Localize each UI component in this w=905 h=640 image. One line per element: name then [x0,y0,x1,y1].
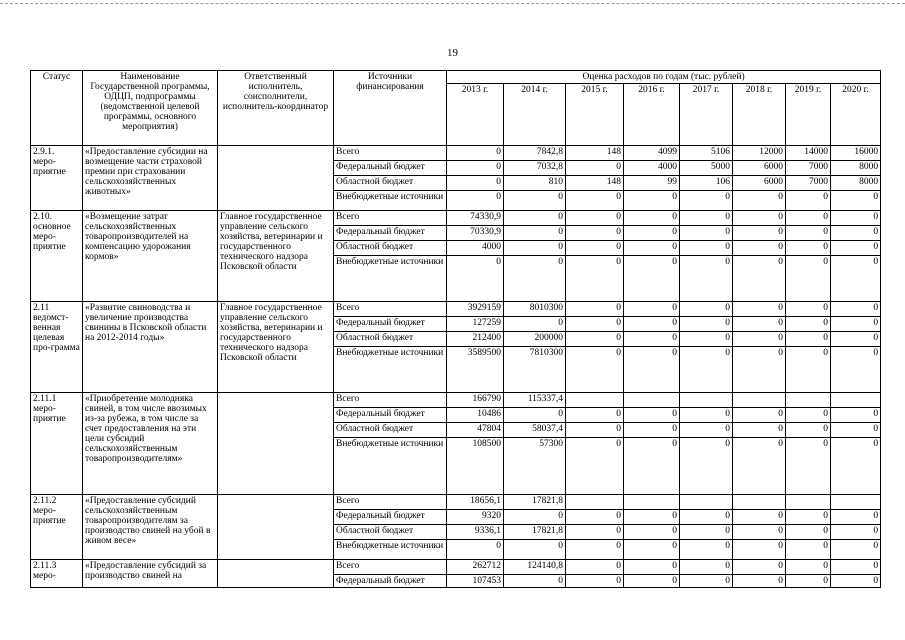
status-cell [31,146,83,211]
year-value-cell: 0 [624,241,680,256]
header-year: 2014 г. [504,84,566,146]
funding-source-cell: Внебюджетные источники [334,256,447,302]
year-value-cell: 18656,1 [447,495,504,510]
funding-source-cell: Внебюджетные источники [334,540,447,560]
year-value-cell: 0 [624,211,680,226]
year-value-cell: 0 [831,226,881,241]
year-value-cell: 3589500 [447,347,504,393]
funding-source-cell: Федеральный бюджет [334,408,447,423]
responsible-cell: Главное государственное управление сельского хозяйства, ветеринарии и государственного технического надзора Псковской области [218,302,334,393]
year-value-cell: 0 [680,256,733,302]
year-value-cell: 0 [831,302,881,317]
year-value-cell: 0 [566,347,624,393]
year-value-cell: 10486 [447,408,504,423]
year-value-cell: 0 [733,423,786,438]
year-value-cell [733,393,786,408]
year-value-cell: 0 [566,211,624,226]
header-year: 2016 г. [624,84,680,146]
page-number: 19 [447,47,458,59]
year-value-cell: 8000 [831,176,881,191]
year-value-cell: 58037,4 [504,423,566,438]
year-value-cell: 0 [624,332,680,347]
year-value-cell: 0 [566,191,624,211]
year-value-cell [786,393,831,408]
year-value-cell: 0 [786,575,831,588]
status-code: 2.11.2 [33,496,57,506]
year-value-cell: 0 [680,423,733,438]
funding-source-cell: Всего [334,211,447,226]
year-value-cell [680,393,733,408]
year-value-cell: 0 [831,256,881,302]
header-responsible: Ответственный исполнитель, соисполнители, исполнитель-координатор [218,71,334,146]
year-value-cell: 0 [624,423,680,438]
year-value-cell [831,495,881,510]
year-value-cell [680,495,733,510]
year-value-cell: 0 [733,408,786,423]
year-value-cell: 0 [447,176,504,191]
year-value-cell: 0 [504,575,566,588]
year-value-cell: 115337,4 [504,393,566,408]
year-value-cell: 0 [504,191,566,211]
year-value-cell [786,495,831,510]
year-value-cell: 0 [733,332,786,347]
year-value-cell: 0 [786,347,831,393]
year-value-cell: 0 [831,560,881,575]
responsible-cell [218,146,334,211]
year-value-cell: 0 [624,256,680,302]
year-value-cell: 57300 [504,438,566,495]
year-value-cell: 0 [566,317,624,332]
year-value-cell: 4000 [624,161,680,176]
year-value-cell: 0 [566,241,624,256]
year-value-cell: 0 [786,525,831,540]
year-value-cell: 0 [680,191,733,211]
funding-source-cell: Областной бюджет [334,423,447,438]
responsible-cell [218,393,334,495]
responsible-cell [218,495,334,560]
year-value-cell: 0 [786,317,831,332]
year-value-cell: 0 [566,226,624,241]
year-value-cell: 0 [447,191,504,211]
year-value-cell: 148 [566,146,624,161]
year-value-cell: 0 [566,256,624,302]
funding-source-cell: Всего [334,302,447,317]
year-value-cell: 0 [786,302,831,317]
year-value-cell: 0 [831,347,881,393]
year-value-cell: 0 [733,302,786,317]
funding-source-cell: Федеральный бюджет [334,510,447,525]
year-value-cell: 0 [733,510,786,525]
year-value-cell: 3929159 [447,302,504,317]
status-type: меро-приятие [33,506,66,526]
status-type: основное меро-приятие [33,222,71,252]
year-value-cell: 7032,8 [504,161,566,176]
year-value-cell: 0 [831,317,881,332]
program-name-cell: «Предоставление субсидий сельскохозяйственным товаропроизводителям за производство свиней на убой в живом весе» [83,495,218,560]
year-value-cell: 0 [566,540,624,560]
program-name-cell: «Развитие свиноводства и увеличение производства свинины в Псковской области на 2012-2014 годы» [83,302,218,393]
status-type: меро-приятие [33,404,66,424]
year-value-cell: 0 [786,408,831,423]
funding-source-cell: Внебюджетные источники [334,191,447,211]
year-value-cell: 200000 [504,332,566,347]
status-type: меро-приятие [33,157,66,177]
year-value-cell: 14000 [786,146,831,161]
year-value-cell: 0 [786,510,831,525]
year-value-cell: 8010300 [504,302,566,317]
year-value-cell: 17821,8 [504,495,566,510]
status-cell [31,560,83,588]
year-value-cell: 0 [566,560,624,575]
year-value-cell: 0 [447,540,504,560]
year-value-cell: 0 [831,191,881,211]
year-value-cell: 0 [733,226,786,241]
year-value-cell: 0 [680,211,733,226]
status-type: ведомст-венная целевая про-грамма [33,313,80,353]
year-value-cell: 0 [831,423,881,438]
year-value-cell: 0 [831,510,881,525]
year-value-cell: 4000 [447,241,504,256]
year-value-cell: 127259 [447,317,504,332]
year-value-cell: 0 [733,540,786,560]
funding-source-cell: Всего [334,146,447,161]
header-year: 2015 г. [566,84,624,146]
year-value-cell: 0 [831,408,881,423]
year-value-cell: 0 [566,302,624,317]
year-value-cell: 0 [566,161,624,176]
funding-source-cell: Федеральный бюджет [334,226,447,241]
year-value-cell: 0 [733,317,786,332]
expenditure-table [30,70,881,588]
year-value-cell: 0 [680,241,733,256]
year-value-cell: 0 [504,226,566,241]
program-name-cell: «Возмещение затрат сельскохозяйственных товаропроизводителей на компенсацию удорожания кормов» [83,211,218,302]
year-value-cell [624,495,680,510]
year-value-cell: 0 [831,575,881,588]
year-value-cell: 0 [680,302,733,317]
responsible-cell [218,560,334,588]
year-value-cell: 0 [624,226,680,241]
year-value-cell: 0 [624,575,680,588]
year-value-cell: 4099 [624,146,680,161]
year-value-cell: 0 [680,510,733,525]
year-value-cell: 0 [831,332,881,347]
year-value-cell: 0 [566,332,624,347]
year-value-cell: 0 [566,408,624,423]
year-value-cell: 0 [447,256,504,302]
year-value-cell: 0 [504,510,566,525]
year-value-cell: 0 [786,438,831,495]
year-value-cell: 0 [624,347,680,393]
funding-source-cell: Внебюджетные источники [334,347,447,393]
header-row-top [31,71,881,84]
year-value-cell: 0 [680,575,733,588]
year-value-cell: 0 [504,256,566,302]
year-value-cell: 0 [680,540,733,560]
year-value-cell: 6000 [733,176,786,191]
year-value-cell: 0 [624,540,680,560]
year-value-cell: 0 [831,525,881,540]
year-value-cell: 70330,9 [447,226,504,241]
year-value-cell: 12000 [733,146,786,161]
status-cell [31,393,83,495]
status-cell [31,495,83,560]
year-value-cell: 0 [733,438,786,495]
year-value-cell: 0 [733,191,786,211]
program-name-cell: «Предоставление субсидий за производство свиней на [83,560,218,588]
header-year: 2018 г. [733,84,786,146]
scan-top-edge [0,3,905,4]
year-value-cell: 148 [566,176,624,191]
year-value-cell: 0 [680,408,733,423]
year-value-cell: 0 [624,317,680,332]
header-year: 2019 г. [786,84,831,146]
status-code: 2.10. [33,212,52,222]
year-value-cell: 0 [831,211,881,226]
year-value-cell: 6000 [733,161,786,176]
year-value-cell: 0 [680,226,733,241]
year-value-cell: 74330,9 [447,211,504,226]
year-value-cell: 0 [786,560,831,575]
year-value-cell: 0 [786,211,831,226]
year-value-cell: 0 [733,241,786,256]
year-value-cell: 9320 [447,510,504,525]
header-year: 2013 г. [447,84,504,146]
year-value-cell: 0 [680,560,733,575]
year-value-cell: 0 [786,332,831,347]
funding-source-cell: Федеральный бюджет [334,161,447,176]
year-value-cell: 0 [680,317,733,332]
year-value-cell: 0 [786,423,831,438]
status-cell [31,211,83,302]
year-value-cell: 810 [504,176,566,191]
table-row [31,146,881,161]
year-value-cell: 0 [831,540,881,560]
header-year: 2020 г. [831,84,881,146]
table-body [31,146,881,588]
year-value-cell: 0 [733,525,786,540]
year-value-cell: 0 [504,408,566,423]
year-value-cell: 0 [680,332,733,347]
funding-source-cell: Всего [334,495,447,510]
status-code: 2.11 [33,303,50,313]
year-value-cell: 0 [504,211,566,226]
funding-source-cell: Областной бюджет [334,525,447,540]
year-value-cell: 0 [680,347,733,393]
year-value-cell: 0 [786,191,831,211]
year-value-cell: 166790 [447,393,504,408]
year-value-cell: 0 [624,191,680,211]
year-value-cell [831,393,881,408]
year-value-cell: 0 [447,161,504,176]
year-value-cell: 7842,8 [504,146,566,161]
table-row [31,211,881,226]
year-value-cell: 124140,8 [504,560,566,575]
year-value-cell [624,393,680,408]
year-value-cell: 0 [733,347,786,393]
funding-source-cell: Всего [334,560,447,575]
status-code: 2.11.1 [33,394,57,404]
year-value-cell: 47804 [447,423,504,438]
year-value-cell: 0 [733,211,786,226]
funding-source-cell: Областной бюджет [334,332,447,347]
table-row [31,302,881,317]
year-value-cell: 5000 [680,161,733,176]
year-value-cell: 0 [447,146,504,161]
year-value-cell: 0 [566,525,624,540]
year-value-cell: 0 [504,241,566,256]
year-value-cell [733,495,786,510]
year-value-cell: 0 [733,560,786,575]
responsible-cell: Главное государственное управление сельского хозяйства, ветеринарии и государственного технического надзора Псковской области [218,211,334,302]
funding-source-cell: Федеральный бюджет [334,317,447,332]
year-value-cell: 0 [786,256,831,302]
year-value-cell: 0 [680,438,733,495]
year-value-cell: 0 [786,226,831,241]
year-value-cell: 0 [504,540,566,560]
status-type: меро- [33,571,56,581]
header-sources: Источники финансирования [334,71,447,146]
year-value-cell: 0 [566,575,624,588]
year-value-cell: 9336,1 [447,525,504,540]
year-value-cell: 0 [566,438,624,495]
funding-source-cell: Всего [334,393,447,408]
table-row [31,393,881,408]
year-value-cell: 0 [733,256,786,302]
year-value-cell: 0 [831,438,881,495]
year-value-cell: 0 [680,525,733,540]
year-value-cell: 106 [680,176,733,191]
year-value-cell: 99 [624,176,680,191]
year-value-cell: 0 [786,540,831,560]
funding-source-cell: Областной бюджет [334,241,447,256]
program-name-cell: «Приобретение молодняка свиней, в том числе ввозимых из-за рубежа, в том числе за счет предоставления на эти цели субсидий сельскохозяйственным товаропроизводителям» [83,393,218,495]
year-value-cell: 0 [624,525,680,540]
year-value-cell: 0 [566,423,624,438]
year-value-cell: 262712 [447,560,504,575]
status-code: 2.9.1. [33,147,55,157]
year-value-cell: 0 [566,510,624,525]
year-value-cell: 0 [624,302,680,317]
year-value-cell: 0 [624,560,680,575]
funding-source-cell: Внебюджетные источники [334,438,447,495]
year-value-cell: 8000 [831,161,881,176]
year-value-cell: 212400 [447,332,504,347]
year-value-cell: 0 [733,575,786,588]
year-value-cell: 107453 [447,575,504,588]
year-value-cell: 108500 [447,438,504,495]
year-value-cell: 17821,8 [504,525,566,540]
header-year: 2017 г. [680,84,733,146]
year-value-cell: 5106 [680,146,733,161]
year-value-cell: 7000 [786,176,831,191]
year-value-cell: 0 [786,241,831,256]
year-value-cell: 0 [831,241,881,256]
year-value-cell: 0 [624,408,680,423]
year-value-cell: 0 [504,317,566,332]
funding-source-cell: Федеральный бюджет [334,575,447,588]
header-name: Наименование Государственной программы, ОДЦП, подпрограммы (ведомственной целевой программы, основного мероприятия) [83,71,218,146]
year-value-cell: 0 [624,510,680,525]
status-cell [31,302,83,393]
header-status: Статус [31,71,83,146]
year-value-cell: 0 [624,438,680,495]
program-name-cell: «Предоставление субсидии на возмещение части страховой премии при страховании сельскохозяйственных животных» [83,146,218,211]
table-row [31,560,881,575]
year-value-cell: 16000 [831,146,881,161]
year-value-cell: 7810300 [504,347,566,393]
table-row [31,495,881,510]
year-value-cell: 7000 [786,161,831,176]
status-code: 2.11.3 [33,561,57,571]
year-value-cell [566,495,624,510]
year-value-cell [566,393,624,408]
funding-source-cell: Областной бюджет [334,176,447,191]
header-estimate: Оценка расходов по годам (тыс. рублей) [447,71,881,84]
